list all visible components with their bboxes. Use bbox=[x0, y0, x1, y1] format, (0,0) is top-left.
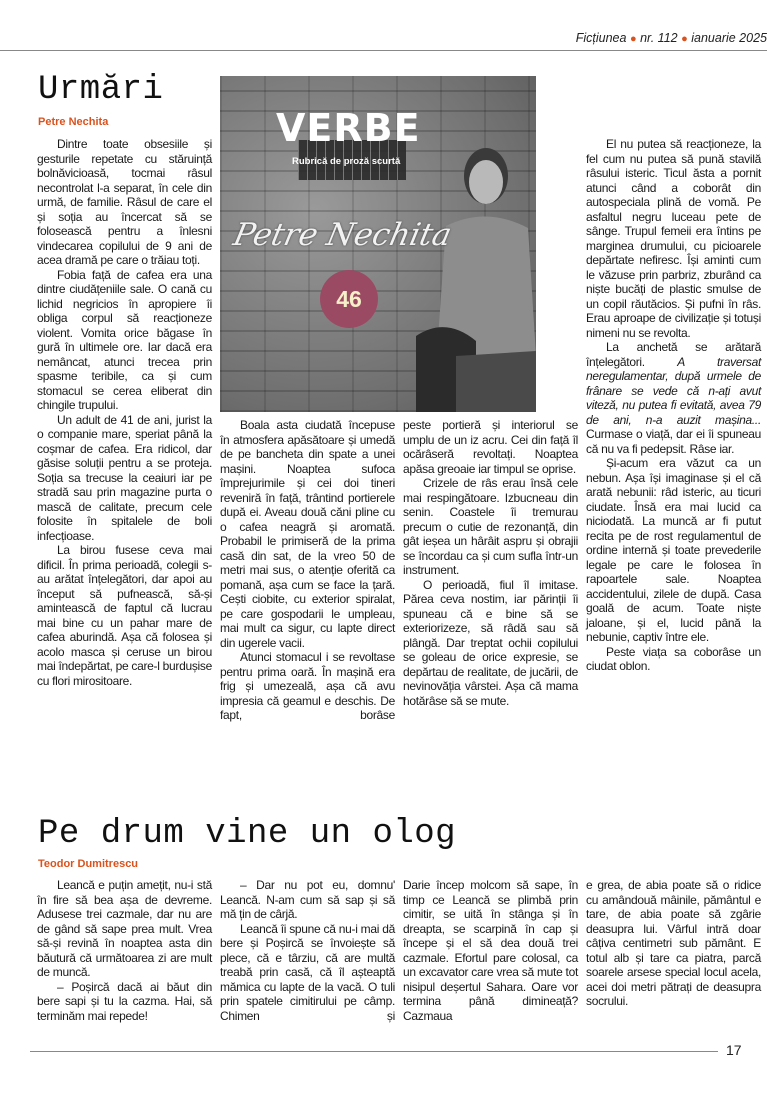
article-column bbox=[220, 418, 395, 723]
paragraph bbox=[586, 456, 761, 645]
footer-rule bbox=[30, 1051, 718, 1052]
paragraph-text: Fobia față de cafea era una dintre ciudățeniile sale. O cană cu lichid negricios în apropiere îi obliga corpul să reacționeze violent. Vomita orice băgase în gură în ultimele ore. Iar dacă era nemâncat, atunci trecea prin spasme teribile, ca și cum stomacul se cerea eliberat din chingile trupului. bbox=[37, 267, 212, 412]
paragraph bbox=[220, 418, 395, 650]
paragraph-text: Un adult de 41 de ani, jurist la o companie mare, speriat până la coșmar de cafea. Era ridicol, dar găsise soluții pentru a se proteja. Soția sa trecuse la ceaiuri iar pe stradă sau prin magazine purta o mască de calitate, precum cele folosite în spitalele de boli infecțioase. bbox=[37, 412, 212, 543]
paragraph-text: La anchetă se arătară înțelegători. bbox=[586, 340, 761, 369]
paragraph-text: Dintre toate obsesiile și gesturile repetate cu stăruință bolnăvicioasă, tocmai râsul necontrolat l-a separat, în cele din urmă, de familie. Râsul de care el și soția au încercat să se folosească pentru a înlesni vindecarea copilului de 9 ani de acea dramă pe care o trăiau toți. bbox=[37, 137, 212, 267]
paragraph-text: – Dar nu pot eu, domnu' Leancă. N-am cum să sap și să mă țin de cârjă. bbox=[220, 878, 395, 921]
issue-number: nr. 112 bbox=[640, 31, 678, 45]
paragraph bbox=[37, 268, 212, 413]
paragraph bbox=[37, 878, 212, 980]
paragraph bbox=[403, 476, 578, 578]
bullet-icon: ● bbox=[681, 33, 688, 45]
article-column bbox=[37, 878, 212, 1023]
page-number: 17 bbox=[726, 1042, 742, 1058]
paragraph bbox=[220, 650, 395, 723]
paragraph-text: Leancă îi spune că nu-i mai dă bere și Poșircă se învoiește să plece, că e târziu, că are multă treabă prin casă, că îl așteaptă mămica cu lapte de la vacă. O tuli prin spatele cimitirului pe câmp. Chimen și bbox=[220, 921, 395, 1023]
paragraph bbox=[220, 878, 395, 922]
paragraph-text: Leancă e puțin amețit, nu-i stă în fire să bea așa de devreme. Adusese trei cazmale, dar nu are de gând să sape prea mult. Vrea să-și revină în noaptea asta din băutură că următoarea zi are mult de muncă. bbox=[37, 878, 212, 979]
article-column bbox=[586, 137, 761, 674]
article-column bbox=[403, 878, 578, 1023]
italic-text: A traversat neregulamentar, după urmele de frânare se vede că n-ați avut viteză, nu putea fi evitată, avea 79 de ani, n-a auzit mașina... bbox=[586, 354, 761, 427]
paragraph bbox=[37, 543, 212, 688]
paragraph-text: El nu putea să reacționeze, la fel cum nu putea să pună stavilă râsului isteric. Ticul ăsta a pornit atunci când a coborât din autospeciala plină de vomă. Pe asfaltul negru luceau pete de sânge. Trupul femeii era întins pe marginea drumului, cu picioarele depărtate nefiresc. Își aminti cum le văzuse prin parbriz, zburând ca niște bucăți de plastic smulse de un copil răutăcios. Și pufni în râs. Erau aproape de civilizație și totuși nimeni nu se revolta. bbox=[586, 137, 761, 340]
article-title: Urmări bbox=[38, 71, 164, 109]
article-title: Pe drum vine un olog bbox=[38, 815, 457, 853]
paragraph-text: Atunci stomacul i se revoltase pentru prima oară. În mașină era frig și umezeală, așa că avu impresia că geamul e deschis. De fapt, borâse bbox=[220, 650, 395, 722]
rubric-title: VERBE bbox=[276, 106, 421, 150]
paragraph bbox=[586, 340, 761, 456]
featured-author-name: Petre Nechita bbox=[230, 217, 455, 253]
paragraph-text: peste portieră și interiorul se umplu de un iz acru. Cei din față îl ocărâseră revoltați. Noaptea apăsa greoaie iar timpul se oprise. bbox=[403, 418, 578, 476]
paragraph-text: Curmase o viață, dar ei îi spuneau că nu va fi pedepsit. Râse iar. bbox=[586, 427, 761, 456]
paragraph bbox=[37, 413, 212, 544]
issue-date: ianuarie 2025 bbox=[691, 31, 767, 45]
paragraph bbox=[586, 645, 761, 674]
paragraph bbox=[37, 980, 212, 1024]
article-author: Petre Nechita bbox=[38, 116, 109, 128]
article-column bbox=[586, 878, 761, 1009]
paragraph bbox=[220, 922, 395, 1024]
issue-badge: 46 bbox=[320, 270, 378, 328]
paragraph-text: La birou fusese ceva mai dificil. În prima perioadă, colegii s-au arătat înțelegători, dar apoi au început să pufnească, să-și amintească de faptul că lucrau mai bine cu un pahar mare de cafea aburindă. Așa că folosea și acolo masca și ceruse un birou mai îndepărtat, pe care-l burdușise cu flori mirositoare. bbox=[37, 543, 212, 688]
paragraph-text: Darie încep molcom să sape, în timp ce Leancă se plimbă prin cimitir, se uită în stânga și în dreapta, se scarpină în cap și începe și el să dea două trei cazmale. Efortul pare colosal, ca un excavator care vrea să mute tot nisipul deșertul Sahara. Oare vor termina până dimineață? Cazmaua bbox=[403, 878, 578, 1023]
article-column bbox=[220, 878, 395, 1023]
paragraph bbox=[403, 578, 578, 709]
paragraph bbox=[37, 137, 212, 268]
paragraph-text: Și-acum era văzut ca un nebun. Așa își imaginase și el că arată nebunii: râd isteric, au ticuri ciudate. Însă era mai lucid ca niciodată. La muncă ar fi putut recita pe de rost regulamentul de ordine internă și toate prevederile legale pe care le folosea în rapoartele sale. Noaptea accidentului, zilele de după. Casa goală de acum. Toate niște jaloane, și el, lucid până la nebunie, captiv între ele. bbox=[586, 456, 761, 644]
header-rule bbox=[0, 50, 767, 51]
paragraph-text: – Poșircă dacă ai băut din bere sapi și tu la cazma. Hai, să terminăm mai repede! bbox=[37, 979, 212, 1023]
bullet-icon: ● bbox=[629, 33, 637, 45]
person-silhouette bbox=[416, 136, 536, 412]
running-header bbox=[576, 31, 767, 45]
paragraph-text: O perioadă, fiul îl imitase. Părea ceva nostim, iar părinții îi spuneau că e bine să se exteriorizeze, să râdă sau să plângă. Dar treptat ochii copilului se goleau de orice expresie, se depărtau de realitate, de jucării, de nevinovăția vârstei. Așa că mama hotărâse să se mute. bbox=[403, 577, 578, 708]
magazine-name: Ficțiunea bbox=[575, 31, 627, 45]
paragraph bbox=[403, 878, 578, 1023]
article-column bbox=[37, 137, 212, 688]
feature-photo bbox=[220, 76, 536, 412]
paragraph bbox=[586, 878, 761, 1009]
paragraph bbox=[403, 418, 578, 476]
article-column bbox=[403, 418, 578, 708]
paragraph-text: Boala asta ciudată începuse în atmosfera apăsătoare și umedă de pe bancheta din spate a unei mașini. Noaptea sufoca împrejurimile și cei doi tineri reveniră în față, trântind portierele după ei. Aveau două căni pline cu o cafea neagră și aromată. Probabil le primiseră de la prima casă din sat, de la vreo 50 de metri mai sus, o atenție oferită ca pomană, așa cum se face la țară. Cești ciobite, cu exterior spiralat, pe care gospodarii le umpleau, mai mult ca sigur, cu lapte direct din ugerele vacii. bbox=[220, 418, 395, 650]
paragraph-text: Peste viața sa coborâse un ciudat oblon. bbox=[586, 644, 761, 673]
paragraph bbox=[586, 137, 761, 340]
article-author: Teodor Dumitrescu bbox=[38, 858, 139, 870]
paragraph-text: Crizele de râs erau însă cele mai respingătoare. Izbucneau din senin. Coastele îi tremurau precum o cutie de rezonanță, din gât ieșea un hârâit aspru și obrajii se încordau ca și cum sufla într-un instrument. bbox=[403, 476, 578, 577]
paragraph-text: e grea, de abia poate să o ridice cu amândouă mâinile, pământul e tare, de abia poate să zgârie deasupra lui. Vârful intră doar câțiva centimetri sub pământ. E totul alb și tare ca piatra, parcă soarele arsese special locul acela, acei doi metri pătrați de deasupra socrului. bbox=[586, 878, 761, 1008]
rubric-subtitle: Rubrică de proză scurtă bbox=[292, 156, 401, 167]
